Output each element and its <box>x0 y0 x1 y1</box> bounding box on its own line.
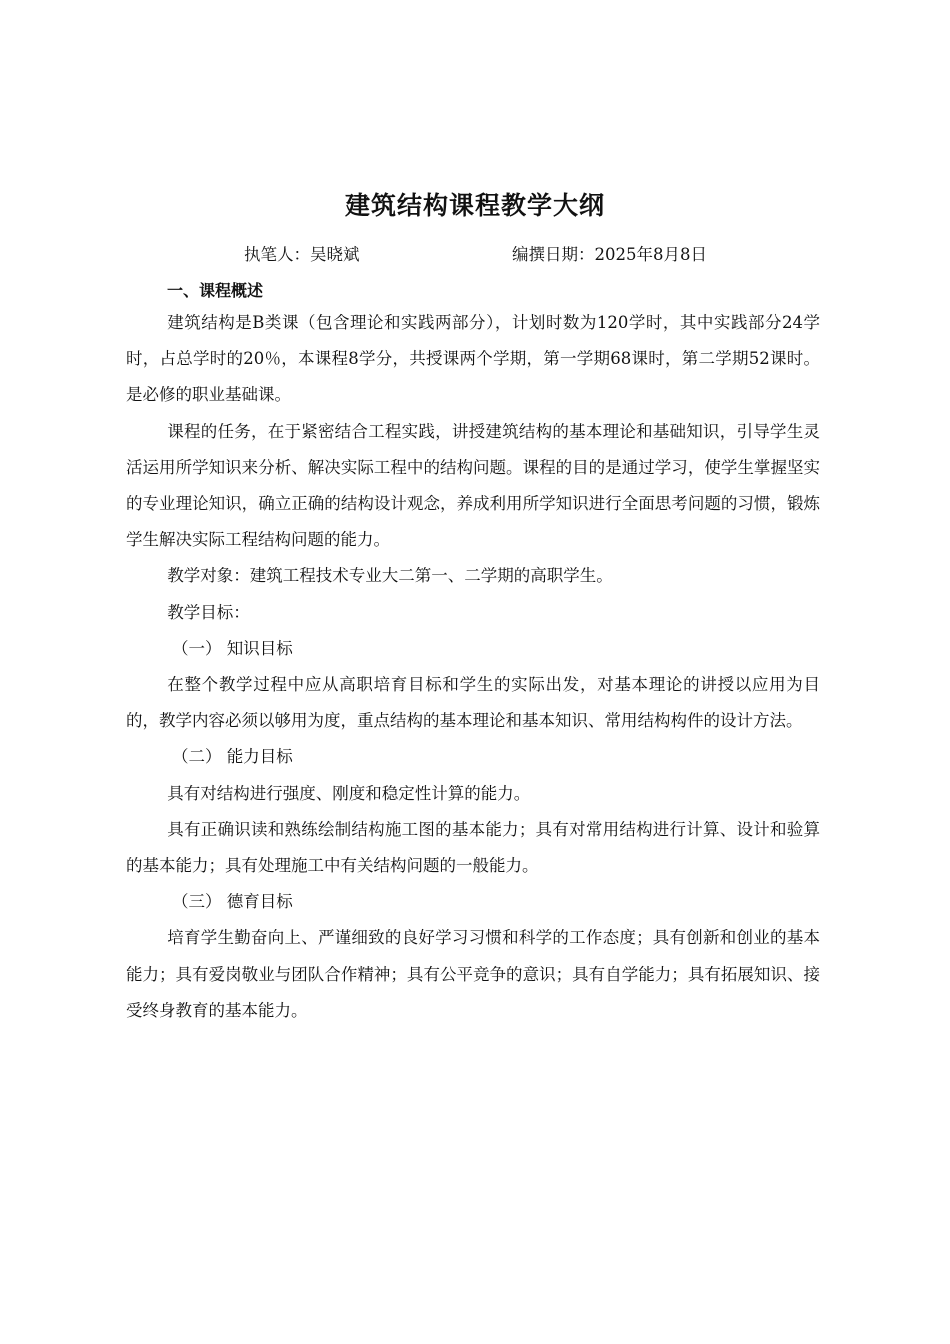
subheading-knowledge-goals: （一） 知识目标 <box>172 638 293 658</box>
paragraph-course-intro: 建筑结构是B类课（包含理论和实践两部分），计划时数为120学时，其中实践部分24学时，占总学时的20％，本课程8学分，共授课两个学期，第一学期68课时，第二学期52课时。是必修的职业基础课。 <box>126 313 820 405</box>
paragraph-knowledge-goals: 在整个教学过程中应从高职培育目标和学生的实际出发，对基本理论的讲授以应用为目的，教学内容必须以够用为度，重点结构的基本理论和基本知识、常用结构构件的设计方法。 <box>126 675 820 731</box>
document-body <box>126 277 820 1029</box>
subheading-moral-goals: （三） 德育目标 <box>172 892 293 912</box>
paragraph-teaching-audience: 教学对象：建筑工程技术专业大二第一、二学期的高职学生。 <box>167 566 613 586</box>
author-line: 执笔人：吴晓斌 <box>244 245 360 264</box>
document-title: 建筑结构课程教学大纲 <box>344 191 605 220</box>
paragraph-ability-goals-2: 具有正确识读和熟练绘制结构施工图的基本能力；具有对常用结构进行计算、设计和验算的基本能力；具有处理施工中有关结构问题的一般能力。 <box>126 819 820 876</box>
date-line: 编撰日期：2025年8月8日 <box>512 245 707 264</box>
paragraph-ability-goals-1: 具有对结构进行强度、刚度和稳定性计算的能力。 <box>167 783 531 803</box>
section-heading-overview: 一、课程概述 <box>167 281 264 300</box>
subheading-ability-goals: （二） 能力目标 <box>172 747 293 767</box>
paragraph-moral-goals: 培育学生勤奋向上、严谨细致的良好学习习惯和科学的工作态度；具有创新和创业的基本能力；具有爱岗敬业与团队合作精神；具有公平竞争的意识；具有自学能力；具有拓展知识、接受终身教育的基本能力。 <box>126 928 820 1020</box>
paragraph-course-task: 课程的任务，在于紧密结合工程实践，讲授建筑结构的基本理论和基础知识，引导学生灵活运用所学知识来分析、解决实际工程中的结构问题。课程的目的是通过学习，使学生掌握坚实的专业理论知识，确立正确的结构设计观念，养成利用所学知识进行全面思考问题的习惯，锻炼学生解决实际工程结构问题的能力。 <box>126 421 820 550</box>
paragraph-teaching-goals-label: 教学目标： <box>167 602 250 622</box>
